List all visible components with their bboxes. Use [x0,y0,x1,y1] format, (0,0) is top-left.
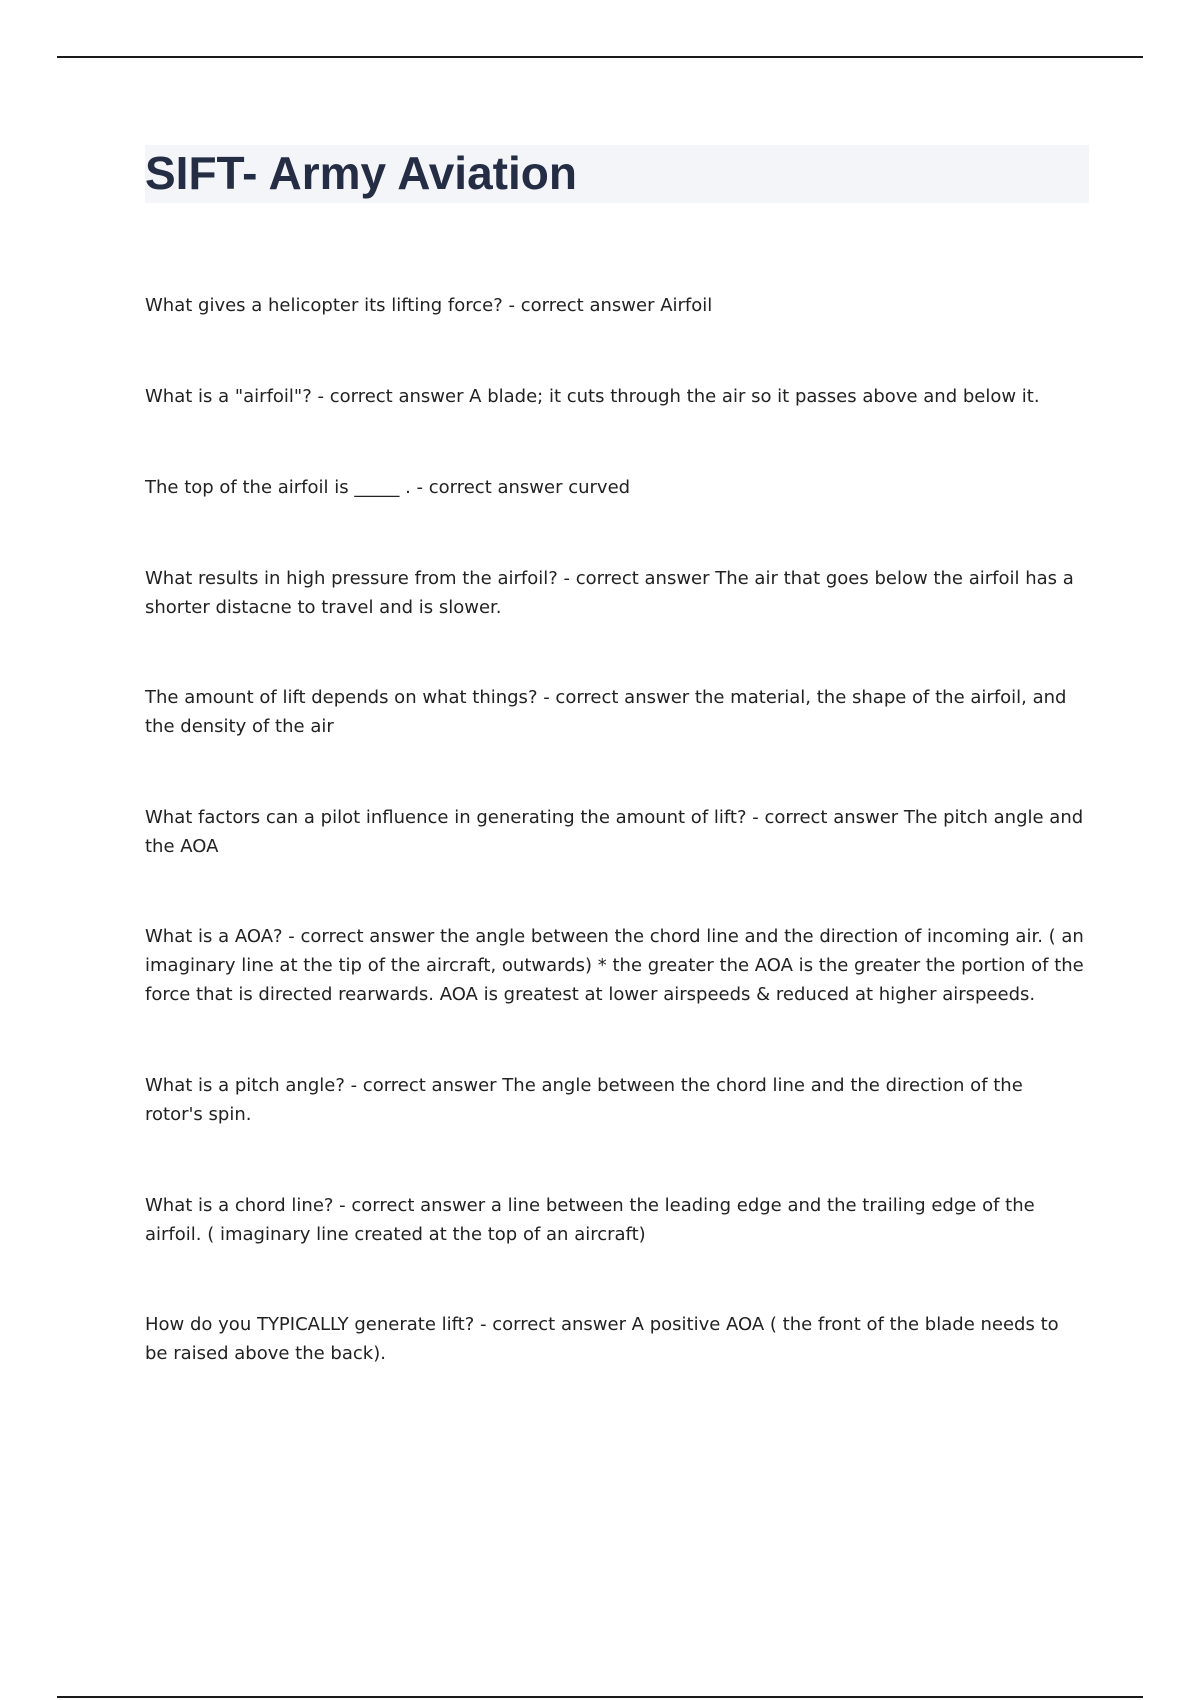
qa-item-2: What is a "airfoil"? - correct answer A blade; it cuts through the air so it passes above and below it. [145,386,1040,407]
qa-item-5: The amount of lift depends on what things? - correct answer the material, the shape of the airfoil, and the density of the air [145,687,1067,737]
top-rule [57,56,1143,58]
bottom-rule [57,1696,1143,1698]
qa-item-10: How do you TYPICALLY generate lift? - correct answer A positive AOA ( the front of the blade needs to be raised above the back). [145,1314,1059,1364]
page-title: SIFT- Army Aviation [145,147,577,199]
qa-item-9: What is a chord line? - correct answer a line between the leading edge and the trailing edge of the airfoil. ( imaginary line created at the top of an aircraft) [145,1195,1035,1245]
qa-item-1: What gives a helicopter its lifting force? - correct answer Airfoil [145,295,713,316]
qa-item-7: What is a AOA? - correct answer the angle between the chord line and the direction of incoming air. ( an imaginary line at the tip of the aircraft, outwards) * the greater the AOA is the greater the portion of the force that is directed rearwards. AOA is greatest at lower airspeeds & reduced at higher airspeeds. [145,926,1084,1005]
qa-item-6: What factors can a pilot influence in generating the amount of lift? - correct answer The pitch angle and the AOA [145,807,1084,857]
qa-item-8: What is a pitch angle? - correct answer The angle between the chord line and the direction of the rotor's spin. [145,1075,1023,1125]
qa-item-3: The top of the airfoil is _____ . - correct answer curved [145,477,631,498]
qa-item-4: What results in high pressure from the airfoil? - correct answer The air that goes below the airfoil has a shorter distacne to travel and is slower. [145,568,1074,618]
